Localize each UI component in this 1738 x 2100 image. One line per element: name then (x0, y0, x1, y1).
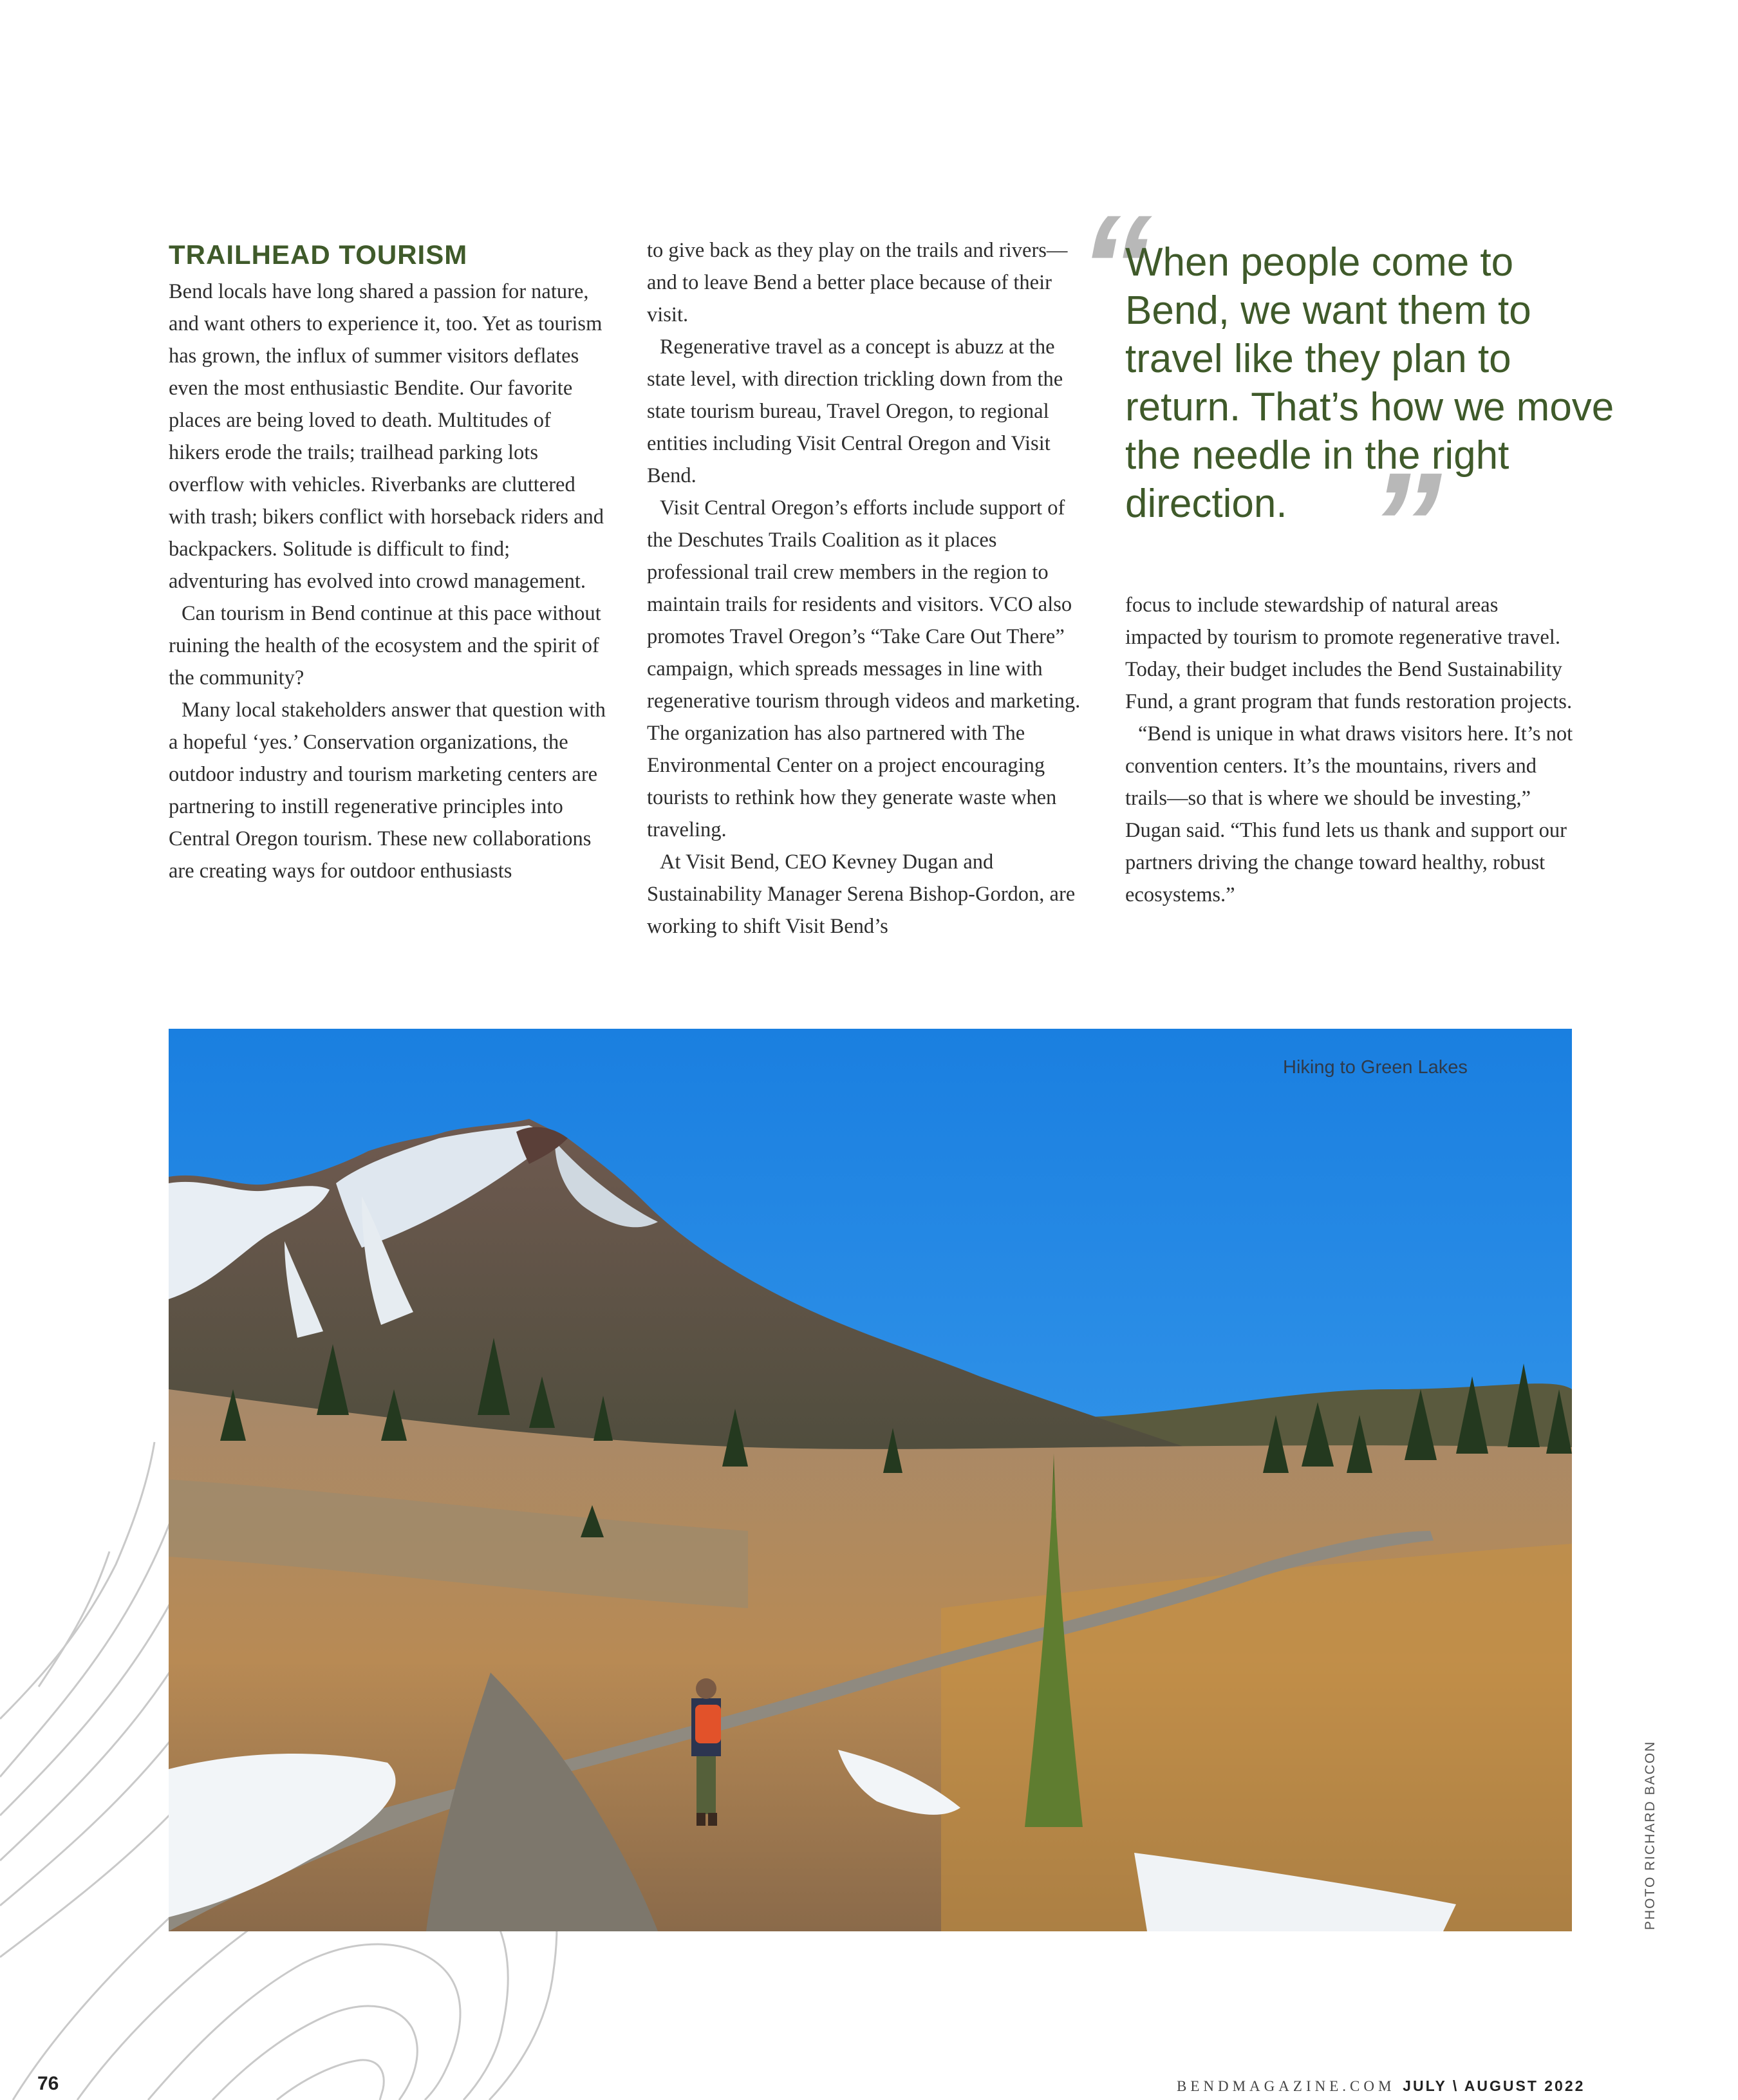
open-quote-mark: “ (1078, 184, 1152, 350)
page-number: 76 (37, 2073, 59, 2094)
paragraph: Visit Central Oregon’s efforts include support of the Deschutes Trails Coalition as it places professional trail crew members in the region to maintain trails for residents and visitors. VCO also promotes Travel Oregon’s “Take Care Out There” campaign, which spreads messages in line with regenerative tourism through videos and marketing. The organization has also partnered with The Environmental Center on a project encouraging tourists to rethink how they generate waste when traveling. (647, 496, 1081, 841)
paragraph: focus to include stewardship of natural areas impacted by tourism to promote regenerative travel. Today, their budget includes the Bend Sustainability Fund, a grant program that funds restoration projects. (1125, 594, 1573, 713)
paragraph: Regenerative travel as a concept is abuzz at the state level, with direction trickling down from the state tourism bureau, Travel Oregon, to regional entities including Visit Central Oregon and Visit Bend. (647, 335, 1063, 487)
issue-date: JULY \ AUGUST 2022 (1403, 2077, 1585, 2094)
photo-caption: Hiking to Green Lakes (1283, 1057, 1468, 1078)
paragraph: “Bend is unique in what draws visitors here. It’s not convention centers. It’s the mountains, rivers and trails—so that is where we should be investing,” Dugan said. “This fund lets us thank and support our partners driving the change toward healthy, robust ecosystems.” (1125, 722, 1573, 906)
landscape-photo (169, 1029, 1572, 1931)
mountain-hiker-illustration (169, 1029, 1572, 1931)
article-column-1 (169, 276, 606, 887)
paragraph: Can tourism in Bend continue at this pace without ruining the health of the ecosystem and the spirit of the community? (169, 602, 601, 689)
paragraph: to give back as they play on the trails and rivers—and to leave Bend a better place because of their visit. (647, 239, 1068, 326)
photo-credit: PHOTO RICHARD BACON (1643, 1740, 1658, 1930)
site-name: BENDMAGAZINE.COM (1177, 2078, 1396, 2094)
paragraph: Many local stakeholders answer that question with a hopeful ‘yes.’ Conservation organizations, the outdoor industry and tourism marketing centers are partnering to instill regenerative principles into Central Oregon tourism. These new collaborations are creating ways for outdoor enthusiasts (169, 698, 606, 883)
close-quote-mark: ” (1368, 442, 1442, 607)
section-heading: TRAILHEAD TOURISM (169, 239, 468, 270)
article-column-2 (647, 234, 1091, 942)
paragraph: Bend locals have long shared a passion for nature, and want others to experience it, too. Yet as tourism has grown, the influx of summer visitors deflates even the most enthusiastic Bendite. Our favorite places are being loved to death. Multitudes of hikers erode the trails; trailhead parking lots overflow with vehicles. Riverbanks are cluttered with trash; bikers conflict with horseback riders and backpackers. Solitude is difficult to find; adventuring has evolved into crowd management. (169, 280, 604, 593)
article-column-3 (1125, 589, 1576, 911)
paragraph: At Visit Bend, CEO Kevney Dugan and Sustainability Manager Serena Bishop-Gordon, are working to shift Visit Bend’s (647, 850, 1076, 938)
folio (1177, 2077, 1585, 2095)
pull-quote: When people come to Bend, we want them to travel like they plan to return. That’s how we move the needle in the right direction. (1125, 240, 1614, 526)
